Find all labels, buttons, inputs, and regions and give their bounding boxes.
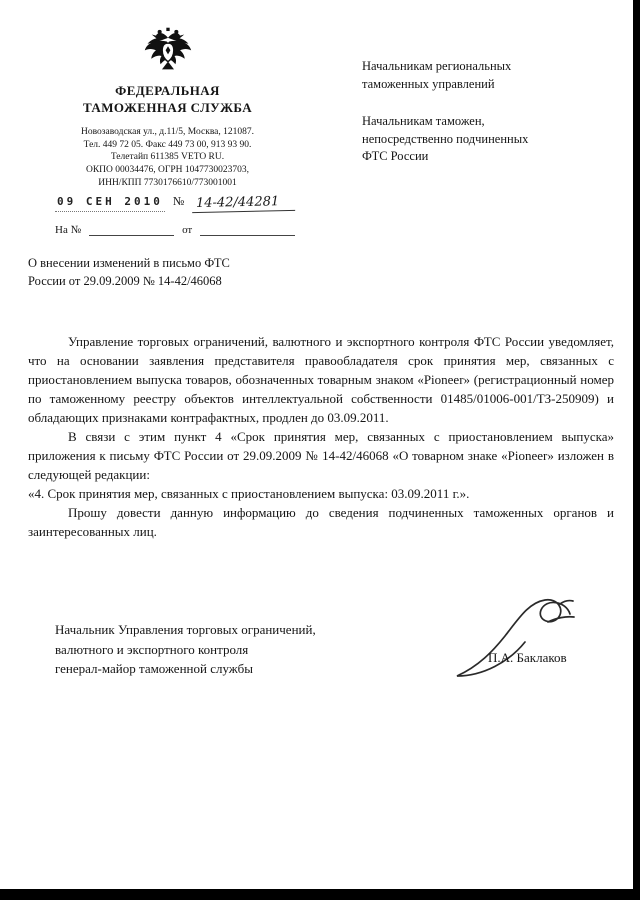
- addressee-regional-directorates: Начальникам региональных таможенных управлений: [362, 59, 512, 91]
- org-name: ФЕДЕРАЛЬНАЯ ТАМОЖЕННАЯ СЛУЖБА: [82, 83, 252, 115]
- ref-date-label: от: [182, 224, 193, 236]
- reference-row: [55, 222, 315, 236]
- subject-line: О внесении изменений в письмо ФТС России от 29.09.2009 № 14-42/46068: [28, 256, 230, 289]
- signer-name: П.А. Баклаков: [488, 650, 567, 665]
- addressee-customs-offices: Начальникам таможен, непосредственно подчиненных ФТС России: [362, 114, 529, 163]
- ref-number-blank: [89, 222, 174, 236]
- letterhead: [40, 26, 295, 190]
- scan-edge-bottom: [0, 889, 640, 900]
- outgoing-number-handwritten: 14-42/44281: [192, 194, 295, 213]
- paragraph-3-quote: «4. Срок принятия мер, связанных с приостановлением выпуска: 03.09.2011 г.».: [28, 486, 470, 501]
- ref-number-label: На №: [55, 224, 82, 236]
- date-number-row: [55, 194, 305, 212]
- paragraph-1: Управление торговых ограничений, валютного и экспортного контроля ФТС России уведомляет, что на основании заявления представителя правообладателя срок принятия мер, связанных с приостановлением выпуска товаров, обозначенных товарным знаком «Pioneer» (регистрационный номер по таможенному реестру объектов интеллектуальной собственности 01485/01006-001/ТЗ-250909) и обладающих признаками контрафактных, продлен до 03.09.2011.: [28, 334, 614, 425]
- addressee-block: [362, 58, 602, 186]
- ref-date-blank: [200, 222, 295, 236]
- org-address: Новозаводская ул., д.11/5, Москва, 121087. Тел. 449 72 05. Факс 449 73 00, 913 93 90. Телетайп 611385 VETO RU. ОКПО 00034476, ОГРН 1047730023703, ИНН/КПП 7730176610/773001001: [80, 126, 255, 189]
- number-sign: №: [172, 194, 185, 208]
- paragraph-4: Прошу довести данную информацию до сведения подчиненных таможенных органов и заинтересованных лиц.: [28, 505, 614, 539]
- scan-edge-right: [633, 0, 640, 900]
- paragraph-2: В связи с этим пункт 4 «Срок принятия мер, связанных с приостановлением выпуска» приложения к письму ФТС России от 29.09.2009 № 14-42/46068 «О товарном знаке «Pioneer» изложен в следующей редакции:: [28, 429, 614, 482]
- signer-position: Начальник Управления торговых ограничений, валютного и экспортного контроля генерал-майор таможенной службы: [55, 622, 316, 676]
- russian-coat-of-arms-icon: [143, 26, 193, 77]
- date-stamp: 09 СЕН 2010: [55, 195, 165, 212]
- letter-body: [28, 332, 614, 541]
- handwritten-signature-icon: [420, 592, 590, 692]
